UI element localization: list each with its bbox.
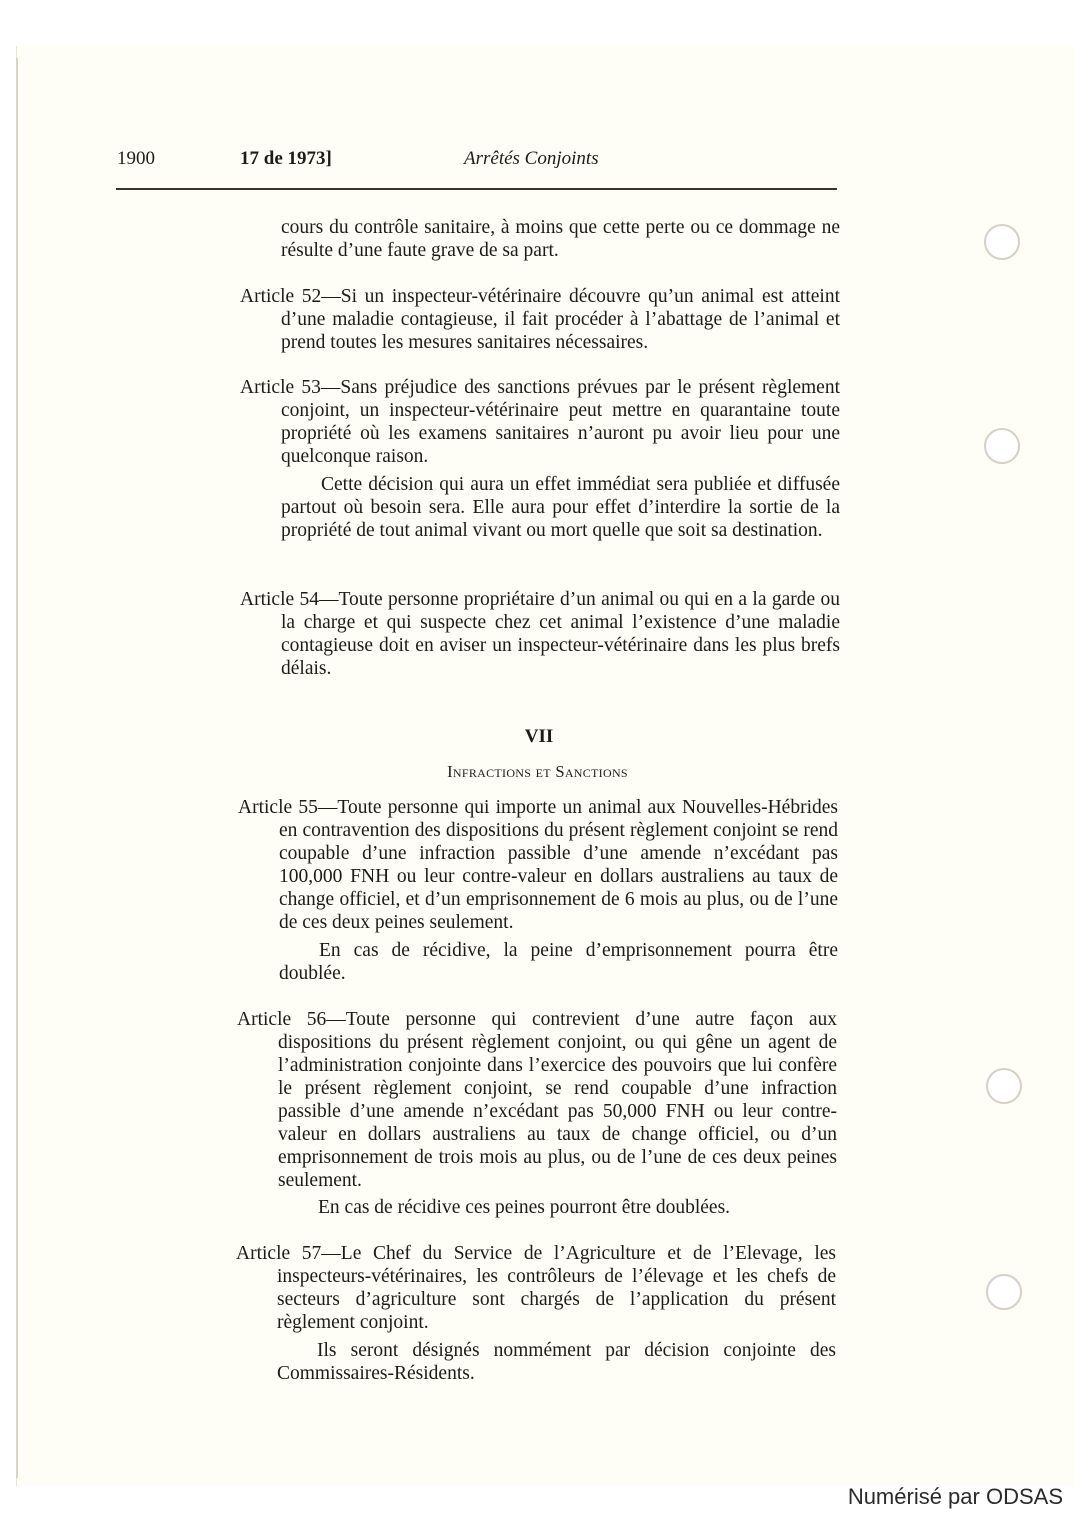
binder-hole-3 [986, 1068, 1022, 1104]
article-text: —Si un inspecteur-vétérinaire découvre qu’un animal est atteint d’une maladie contagieuse, il fait procéder à l’abattage de l’animal et prend toutes les mesures sanitaires nécessaires. [281, 286, 840, 353]
article-53-paragraph-2 [281, 473, 840, 542]
section-number: VII [524, 726, 554, 747]
article-text: —Sans préjudice des sanctions prévues par le présent règlement conjoint, un inspecteur-vétérinaire peut mettre en quarantaine toute propriété où les examens sanitaires n’auront pu avoir lieu pour une quelconque raison. [281, 377, 841, 467]
page-number: 1900 [117, 148, 155, 169]
act-number: 17 de 1973] [240, 148, 332, 169]
article-52 [240, 285, 840, 354]
article-53 [240, 376, 841, 468]
paragraph-text: En cas de récidive, la peine d’emprisonnement pourra être doublée. [279, 940, 838, 984]
article-56 [237, 1008, 837, 1192]
article-label: Article 56 [237, 1009, 327, 1030]
binder-hole-4 [986, 1274, 1022, 1310]
running-header [0, 148, 1075, 176]
binder-hole-2 [984, 428, 1020, 464]
article-label: Article 52 [240, 286, 322, 307]
article-label: Article 55 [238, 797, 318, 818]
article-text: —Toute personne qui importe un animal aux Nouvelles-Hébrides en contravention des dispositions du présent règlement conjoint se rend coupable d’une infraction passible d’une amende n’excédant pas 100,000 FNH ou leur contre-valeur en dollars australiens au taux de change officiel, et d’un emprisonnement de 6 mois au plus, ou de l’une de ces deux peines seulement. [279, 797, 838, 933]
digitization-watermark: Numérisé par ODSAS [847, 1484, 1063, 1509]
paragraph-text: cours du contrôle sanitaire, à moins que cette perte ou ce dommage ne résulte d’une faute grave de sa part. [281, 217, 840, 261]
article-56-paragraph-2 [278, 1196, 837, 1219]
paragraph-continuation [281, 216, 840, 262]
header-rule [116, 188, 837, 190]
paragraph-text: Cette décision qui aura un effet immédiat sera publiée et diffusée partout où besoin sera. Elle aura pour effet d’interdire la sortie de la propriété de tout animal vivant ou mort quelle que soit sa destination. [281, 474, 840, 541]
article-57 [236, 1242, 836, 1334]
article-55 [238, 796, 838, 934]
paragraph-text: Ils seront désignés nommément par décision conjointe des Commissaires-Résidents. [277, 1340, 836, 1384]
article-text: —Toute personne qui contrevient d’une autre façon aux dispositions du présent règlement conjoint, ou qui gêne un agent de l’administration conjointe dans l’exercice des pouvoirs que lui confère le présent règlement conjoint, se rend coupable d’une infraction passible d’une amende n’excédant pas 50,000 FNH ou leur contre-valeur en dollars australiens au taux de change officiel, ou d’un emprisonnement de trois mois au plus, ou de l’une de ces deux peines seulement. [278, 1009, 837, 1191]
binder-hole-1 [984, 224, 1020, 260]
article-55-paragraph-2 [279, 939, 838, 985]
article-text: —Toute personne propriétaire d’un animal ou qui en a la garde ou la charge et qui suspecte chez cet animal l’existence d’une maladie contagieuse doit en aviser un inspecteur-vétérinaire dans les plus brefs délais. [281, 589, 840, 679]
paragraph-text: En cas de récidive ces peines pourront être doublées. [318, 1197, 731, 1218]
running-title: Arrêtés Conjoints [464, 148, 599, 169]
article-text: —Le Chef du Service de l’Agriculture et de l’Elevage, les inspecteurs-vétérinaires, les contrôleurs de l’élevage et les chefs de secteurs d’agriculture sont chargés de l’application du présent règlement conjoint. [277, 1243, 836, 1333]
article-57-paragraph-2 [277, 1339, 836, 1385]
article-label: Article 57 [236, 1243, 322, 1264]
article-54 [240, 588, 840, 680]
article-label: Article 53 [240, 377, 321, 398]
article-label: Article 54 [240, 589, 319, 610]
section-title: Infractions et Sanctions [447, 762, 628, 781]
